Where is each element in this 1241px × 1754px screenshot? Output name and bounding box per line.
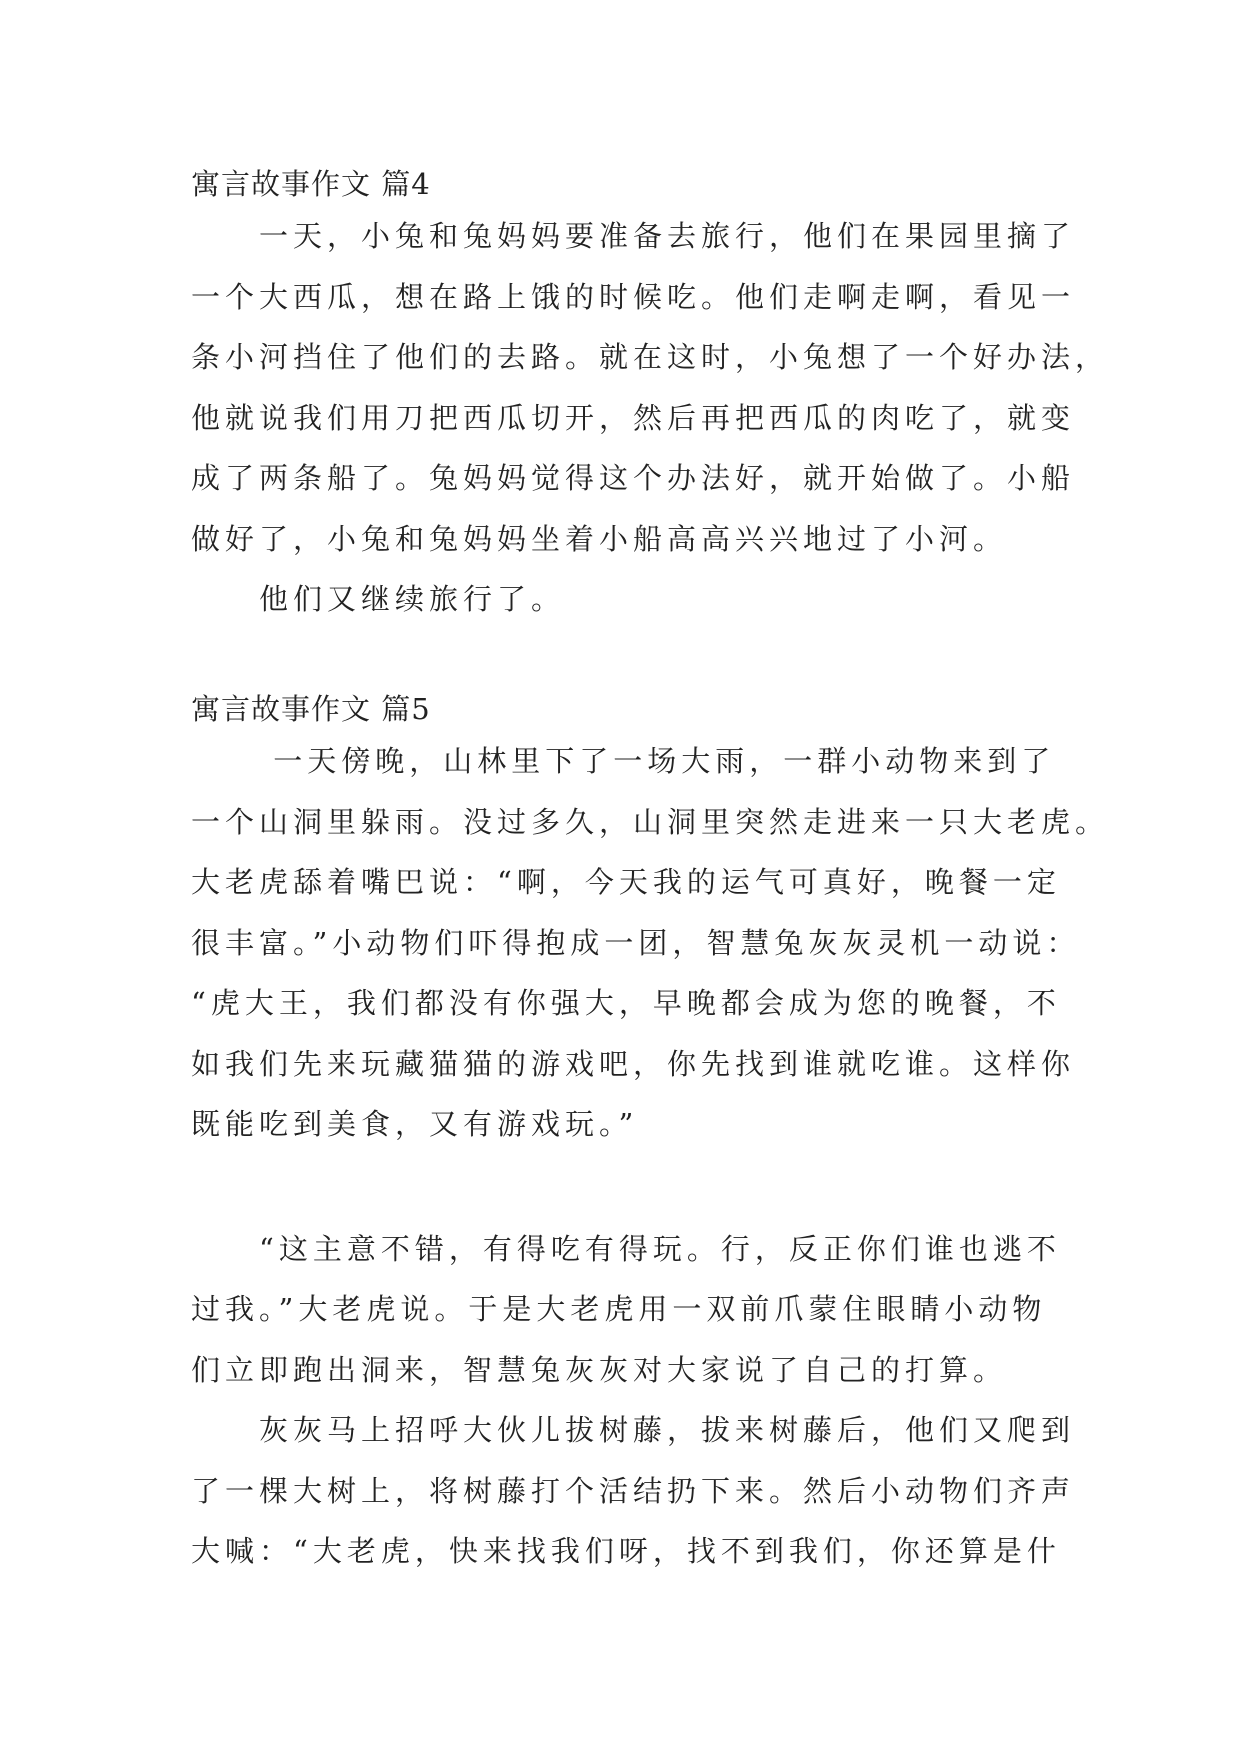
text-line: 一天，小兔和兔妈妈要准备去旅行，他们在果园里摘了: [191, 219, 1076, 253]
text-line: 做好了，小兔和兔妈妈坐着小船高高兴兴地过了小河。: [191, 521, 1008, 556]
text-line: 们立即跑出洞来，智慧兔灰灰对大家说了自己的打算。: [191, 1352, 1008, 1387]
text-line: 了一棵大树上，将树藤打个活结扔下来。然后小动物们齐声: [191, 1473, 1076, 1508]
paragraph: [191, 731, 1110, 1155]
text-line: 大老虎舔着嘴巴说：“啊，今天我的运气可真好，晚餐一定: [191, 865, 1061, 899]
section-heading: 寓言故事作文 篇5: [191, 692, 431, 726]
text-line: 条小河挡住了他们的去路。就在这时，小兔想了一个好办法，: [191, 340, 1110, 374]
paragraph: [191, 1219, 1091, 1401]
text-line: 灰灰马上招呼大伙儿拔树藤，拔来树藤后，他们又爬到: [191, 1413, 1076, 1447]
paragraph: [191, 569, 1091, 630]
text-line: “虎大王，我们都没有你强大，早晚都会成为您的晚餐，不: [191, 986, 1061, 1020]
text-line: 一个大西瓜，想在路上饿的时候吃。他们走啊走啊，看见一: [191, 279, 1076, 314]
paragraph: [191, 206, 1110, 569]
text-line: 如我们先来玩藏猫猫的游戏吧，你先找到谁就吃谁。这样你: [191, 1046, 1076, 1081]
text-line: 很丰富。”小动物们吓得抱成一团，智慧兔灰灰灵机一动说：: [191, 925, 1081, 960]
essay-section-5: [191, 687, 1110, 1582]
essay-section-4: [191, 162, 1110, 630]
text-line: 一天傍晚，山林里下了一场大雨，一群小动物来到了: [191, 744, 1056, 778]
text-line: 既能吃到美食，又有游戏玩。”: [191, 1107, 639, 1141]
text-line: “这主意不错，有得吃有得玩。行，反正你们谁也逃不: [191, 1231, 1061, 1266]
text-line: 过我。”大老虎说。于是大老虎用一双前爪蒙住眼睛小动物: [191, 1292, 1047, 1326]
text-line: 他就说我们用刀把西瓜切开，然后再把西瓜的肉吃了，就变: [191, 400, 1076, 435]
text-line: 他们又继续旅行了。: [191, 582, 566, 616]
section-heading: 寓言故事作文 篇4: [191, 167, 431, 201]
paragraph-spacer: [191, 1155, 1091, 1219]
text-line: 成了两条船了。兔妈妈觉得这个办法好，就开始做了。小船: [191, 461, 1076, 495]
text-line: 一个山洞里躲雨。没过多久，山洞里突然走进来一只大老虎。: [191, 804, 1110, 839]
text-line: 大喊：“大老虎，快来找我们呀，找不到我们，你还算是什: [191, 1534, 1061, 1568]
paragraph: [191, 1400, 1091, 1582]
